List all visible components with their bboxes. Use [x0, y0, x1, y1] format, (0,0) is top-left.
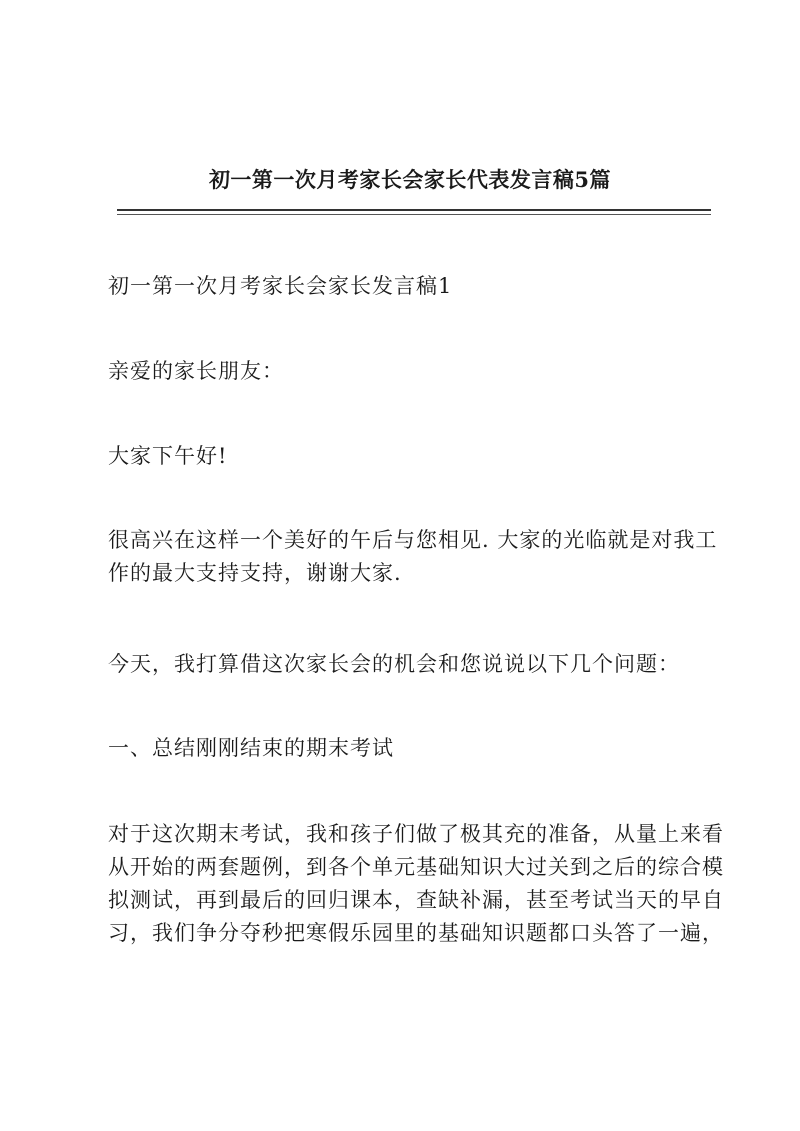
greeting: 亲爱的家长朋友： [108, 359, 284, 383]
section-heading: 一、总结刚刚结束的期末考试 [108, 736, 394, 760]
paragraph-line: 很高兴在这样一个美好的午后与您相见. 大家的光临就是对我工 [108, 528, 718, 552]
paragraph-line: 对于这次期末考试，我和孩子们做了极其充的准备，从量上来看 [108, 822, 724, 846]
title-underline-thin [117, 214, 711, 215]
paragraph-line: 作的最大支持支持，谢谢大家. [108, 561, 402, 585]
section-subtitle: 初一第一次月考家长会家长发言稿1 [108, 274, 453, 298]
body-paragraph [108, 818, 724, 950]
paragraph-line: 拟测试，再到最后的回归课本，查缺补漏，甚至考试当天的早自 [108, 888, 724, 912]
document-title: 初一第一次月考家长会家长代表发言稿5篇 [208, 167, 612, 192]
salutation: 大家下午好! [108, 444, 228, 468]
paragraph-line: 习，我们争分夺秒把寒假乐园里的基础知识题都口头答了一遍， [108, 921, 724, 945]
title-underline-thick [117, 209, 711, 211]
agenda-line: 今天，我打算借这次家长会的机会和您说说以下几个问题： [108, 652, 680, 676]
intro-paragraph [108, 524, 718, 590]
paragraph-line: 从开始的两套题例，到各个单元基础知识大过关到之后的综合模 [108, 855, 724, 879]
